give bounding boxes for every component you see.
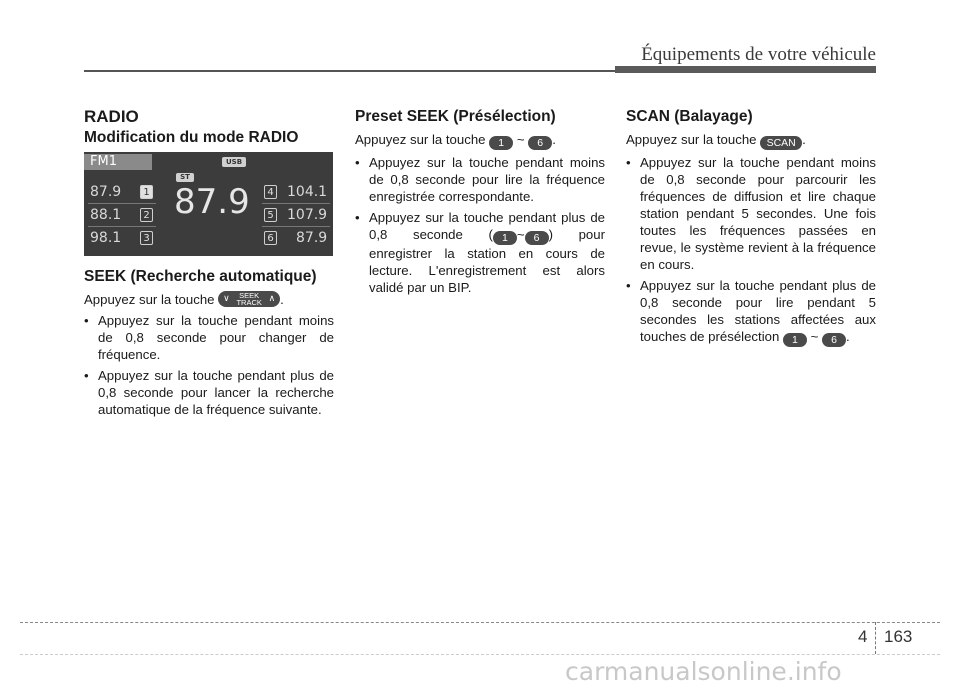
preset-number: 5 <box>264 208 277 222</box>
preset-freq: 87.9 <box>90 184 122 200</box>
header-rule-accent <box>615 66 876 73</box>
scan-intro-text: Appuyez sur la touche <box>626 132 757 147</box>
stereo-indicator: ST <box>176 173 194 182</box>
list-item <box>626 277 876 347</box>
preset-freq: 87.9 <box>296 230 328 246</box>
scan-key: SCAN <box>760 136 802 150</box>
footer-divider <box>875 622 876 654</box>
chapter-number: 4 <box>858 627 868 646</box>
preset-key-1: 1 <box>489 136 513 150</box>
preset-number: 6 <box>264 231 277 245</box>
scan-intro-end: . <box>802 132 806 147</box>
preset-key-6: 6 <box>525 231 549 245</box>
bullet-text: Appuyez sur la touche pendant plus de 0,8 seconde pour lire pendant 5 secondes les stations affectées aux touches de présélection <box>640 278 876 344</box>
preset-number: 1 <box>140 185 153 199</box>
seek-bullets <box>84 312 334 418</box>
watermark: carmanualsonline.info <box>565 657 842 686</box>
seek-track-key <box>218 291 280 307</box>
subtitle-preset-seek: Preset SEEK (Présélection) <box>355 108 556 125</box>
preset-freq: 98.1 <box>90 230 122 246</box>
preset-intro <box>355 131 605 150</box>
preset-key-6: 6 <box>822 333 846 347</box>
seek-intro-end: . <box>280 292 284 307</box>
list-item: • Appuyez sur la touche pendant plus de 0,8 seconde pour lancer la recherche automatique de la fréquence suivante. <box>84 367 334 418</box>
list-item: • Appuyez sur la touche pendant moins de 0,8 seconde pour changer de fréquence. <box>84 312 334 363</box>
column-preset-seek <box>355 108 605 300</box>
track-key-label: TRACK <box>236 298 262 307</box>
seek-intro <box>84 291 334 308</box>
seek-intro-text: Appuyez sur la touche <box>84 292 215 307</box>
preset-key-1: 1 <box>783 333 807 347</box>
scan-bullets <box>626 154 876 347</box>
tilde: ~ <box>516 132 525 147</box>
preset-freq: 88.1 <box>90 207 122 223</box>
list-item: • Appuyez sur la touche pendant moins de 0,8 seconde pour parcourir les fréquences de diffusion et lire chaque station pendant 5 secondes. Une fois toutes les fréquences passées en revue, le système revient à la fréquence en cours. <box>626 154 876 273</box>
band-indicator: FM1 <box>84 154 152 170</box>
usb-indicator: USB <box>222 157 246 167</box>
page-number: 163 <box>884 627 913 646</box>
subtitle-radio-mode: Modification du mode RADIO <box>84 129 299 146</box>
list-item <box>355 209 605 296</box>
tilde: ~ <box>810 329 819 344</box>
subtitle-scan: SCAN (Balayage) <box>626 108 753 125</box>
preset-key-1: 1 <box>493 231 517 245</box>
preset-key-6: 6 <box>528 136 552 150</box>
chevron-up-icon: ∧ <box>268 293 276 303</box>
scan-intro <box>626 131 876 150</box>
current-frequency: 87.9 <box>174 182 250 222</box>
divider <box>88 226 156 227</box>
footer-rule <box>20 622 940 623</box>
seek-key-label: SEEK <box>239 291 260 300</box>
footer-rule-secondary <box>20 654 940 655</box>
preset-intro-end: . <box>552 132 556 147</box>
column-scan <box>626 108 876 351</box>
divider <box>262 203 330 204</box>
list-item: • Appuyez sur la touche pendant moins de 0,8 seconde pour lire la fréquence enregistrée correspondante. <box>355 154 605 205</box>
preset-number: 4 <box>264 185 277 199</box>
preset-freq: 104.1 <box>287 184 328 200</box>
tilde: ~ <box>516 227 525 242</box>
bullet-text: . <box>846 329 850 344</box>
column-radio <box>84 108 334 422</box>
preset-freq: 107.9 <box>287 207 328 223</box>
bullet-text: ) pour enregistrer la station en cours de lecture. L'enregistrement est alors validé par un BIP. <box>369 227 605 295</box>
chevron-down-icon: ∨ <box>223 293 230 303</box>
section-title-radio: RADIO <box>84 107 139 126</box>
preset-number: 3 <box>140 231 153 245</box>
radio-display-illustration <box>84 152 333 256</box>
chapter-header-title: Équipements de votre véhicule <box>641 44 876 65</box>
preset-bullets <box>355 154 605 296</box>
divider <box>262 226 330 227</box>
divider <box>88 203 156 204</box>
preset-intro-text: Appuyez sur la touche <box>355 132 486 147</box>
preset-number: 2 <box>140 208 153 222</box>
bullet-text: Appuyez sur la touche pendant plus de 0,8 seconde ( <box>369 210 605 242</box>
subtitle-seek: SEEK (Recherche automatique) <box>84 268 317 285</box>
